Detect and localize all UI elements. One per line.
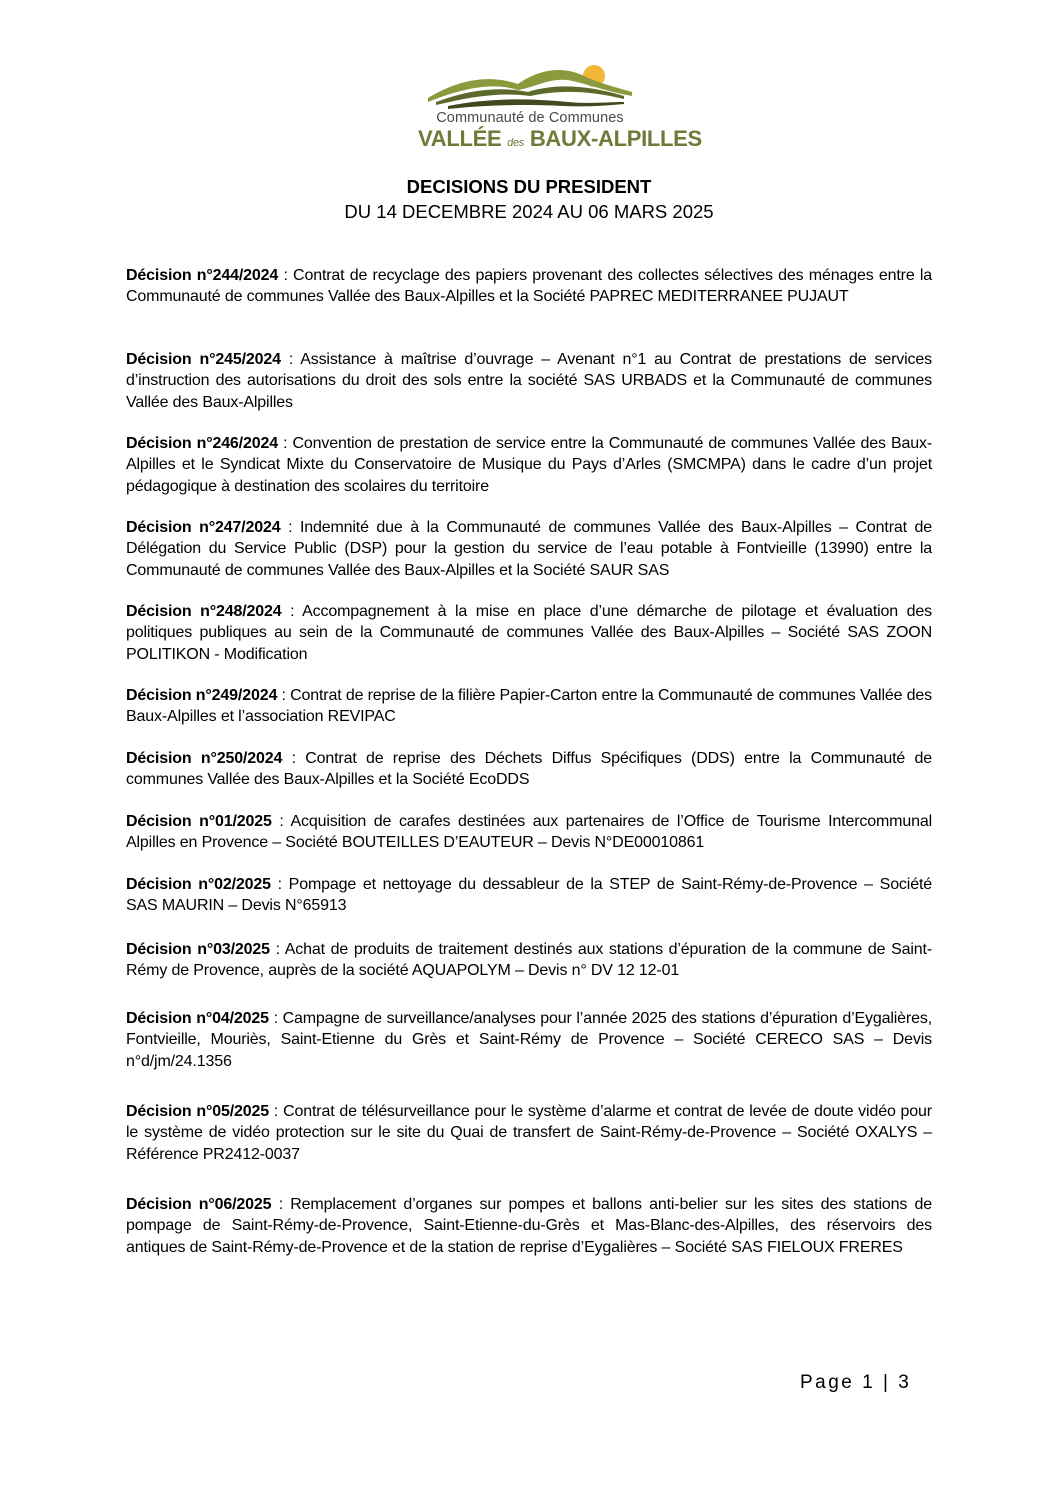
decision-text: : Achat de produits de traitement destinés aux stations d’épuration de la commune de Saint-Rémy de Provence, auprès de la société AQUAPOLYM – Devis n° DV 12 12-01	[126, 941, 932, 980]
decision-number: Décision n°05/2025	[126, 1103, 270, 1120]
decision-text: : Contrat de reprise des Déchets Diffus Spécifiques (DDS) entre la Communauté de communes Vallée des Baux-Alpilles et la Société EcoDDS	[126, 750, 932, 789]
decision-item	[126, 748, 932, 791]
decision-number: Décision n°246/2024	[126, 435, 278, 452]
document-subtitle: DU 14 DECEMBRE 2024 AU 06 MARS 2025	[344, 201, 714, 222]
decision-number: Décision n°01/2025	[126, 813, 272, 830]
logo-text-line1: Communauté de Communes	[436, 110, 624, 126]
decision-item	[126, 433, 932, 497]
decision-text: : Remplacement d’organes sur pompes et ballons anti-belier sur les sites des stations de pompage de Saint-Rémy-de-Provence, Saint-Etienne-du-Grès et Mas-Blanc-des-Alpilles, des réservoirs des antiques de Saint-Rémy-de-Provence et de la station de reprise d’Eygalières – Société SAS FIELOUX FRERES	[126, 1196, 932, 1256]
decision-item	[126, 685, 932, 728]
decision-text: : Convention de prestation de service entre la Communauté de communes Vallée des Baux-Alpilles et le Syndicat Mixte du Conservatoire de Musique du Pays d’Arles (SMCMPA) dans le cadre d’un projet pédagogique à destination des scolaires du territoire	[126, 435, 932, 495]
decision-text: : Assistance à maîtrise d’ouvrage – Avenant n°1 au Contrat de prestations de services d’instruction des autorisations du droit des sols entre la société SAS URBADS et la Communauté de communes Vallée des Baux-Alpilles	[126, 351, 932, 411]
document-title: DECISIONS DU PRESIDENT	[406, 176, 652, 197]
decision-text: : Campagne de surveillance/analyses pour l’année 2025 des stations d’épuration d’Eygalières, Fontvieille, Mouriès, Saint-Etienne du Grès et Saint-Rémy de Provence – Société CERECO SAS – Devis n°d/jm/24.1356	[126, 1010, 932, 1070]
decision-number: Décision n°244/2024	[126, 267, 279, 284]
decision-number: Décision n°02/2025	[126, 876, 271, 893]
decision-number: Décision n°248/2024	[126, 603, 282, 620]
decision-text: : Contrat de recyclage des papiers provenant des collectes sélectives des ménages entre la Communauté de communes Vallée des Baux-Alpilles et la Société PAPREC MEDITERRANEE PUJAUT	[126, 267, 933, 306]
decision-item	[126, 811, 932, 854]
organization-logo	[418, 58, 702, 154]
hills-sun-logo-icon	[418, 58, 642, 114]
decision-number: Décision n°04/2025	[126, 1010, 269, 1027]
decision-number: Décision n°249/2024	[126, 687, 278, 704]
decision-text: : Pompage et nettoyage du dessableur de la STEP de Saint-Rémy-de-Provence – Société SAS MAURIN – Devis N°65913	[126, 876, 932, 915]
decision-number: Décision n°250/2024	[126, 750, 283, 767]
decision-item	[126, 1101, 932, 1165]
decision-item	[126, 349, 932, 413]
decision-item	[126, 265, 932, 308]
decision-item	[126, 1194, 932, 1258]
decision-item	[126, 874, 932, 917]
decision-text: : Contrat de reprise de la filière Papier-Carton entre la Communauté de communes Vallée des Baux-Alpilles et l’association REVIPAC	[126, 687, 932, 726]
decision-item	[126, 1008, 932, 1072]
decision-number: Décision n°03/2025	[126, 941, 270, 958]
decision-number: Décision n°245/2024	[126, 351, 281, 368]
decision-text: : Contrat de télésurveillance pour le système d’alarme et contrat de levée de doute vidéo pour le système de vidéo protection sur le site du Quai de transfert de Saint-Rémy-de-Provence – Société OXALYS – Référence PR2412-0037	[126, 1103, 932, 1163]
page-number: Page 1 | 3	[800, 1372, 912, 1393]
logo-text-line2: VALLÉE des BAUX-ALPILLES	[418, 126, 702, 151]
decision-text: : Accompagnement à la mise en place d’une démarche de pilotage et évaluation des politiques publiques au sein de la Communauté de communes Vallée des Baux-Alpilles – Société SAS ZOON POLITIKON - Modification	[126, 603, 932, 663]
decision-item	[126, 517, 932, 581]
decision-number: Décision n°06/2025	[126, 1196, 272, 1213]
decision-text: : Acquisition de carafes destinées aux partenaires de l’Office de Tourisme Intercommunal Alpilles en Provence – Société BOUTEILLES D’EAUTEUR – Devis N°DE00010861	[126, 813, 932, 852]
decision-item	[126, 939, 932, 982]
decision-item	[126, 601, 932, 665]
decision-number: Décision n°247/2024	[126, 519, 281, 536]
decision-text: : Indemnité due à la Communauté de communes Vallée des Baux-Alpilles – Contrat de Délégation du Service Public (DSP) pour la gestion du service de l’eau potable à Fontvieille (13990) entre la Communauté de communes Vallée des Baux-Alpilles et la Société SAUR SAS	[126, 519, 932, 579]
